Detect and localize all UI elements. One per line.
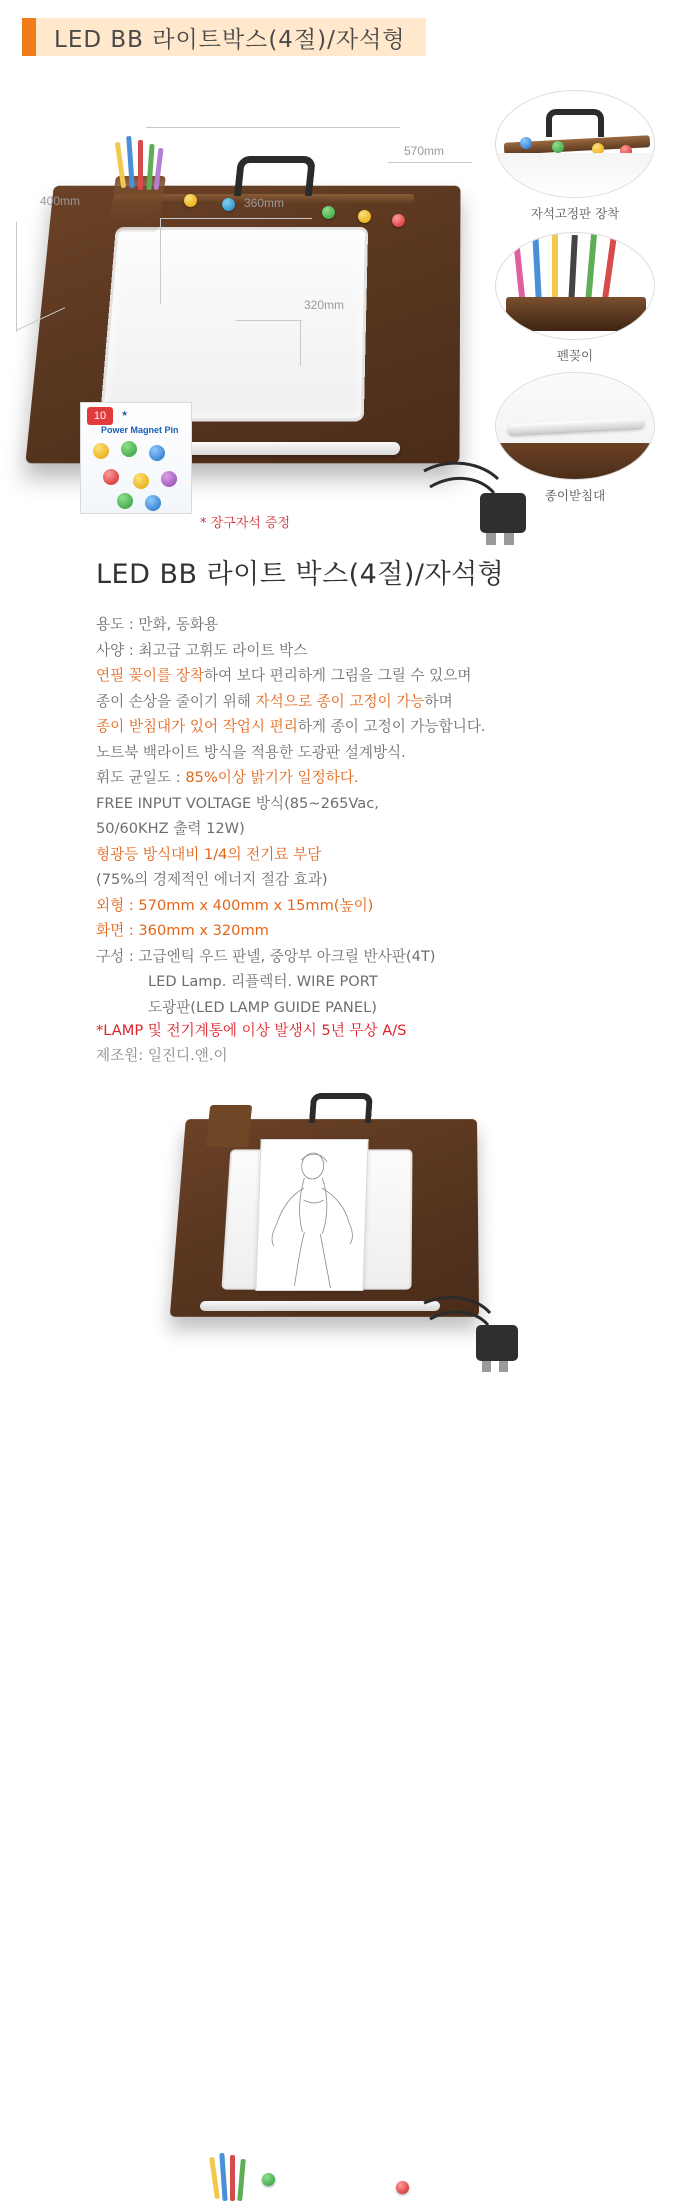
pen-icon <box>585 233 597 305</box>
spec-text: 종이 손상을 줄이기 위해 <box>96 692 256 710</box>
pen-icon <box>532 232 542 305</box>
drawing-paper <box>255 1139 368 1291</box>
spec-text: 노트북 백라이트 방식을 적용한 도광판 설계방식. <box>96 743 406 761</box>
package-brand-mark: ★ <box>121 409 129 418</box>
dimension-leader-line <box>16 222 17 332</box>
package-brand: Power Magnet Pin <box>101 425 179 435</box>
magnet-pin-icon <box>133 473 149 489</box>
spec-line <box>96 638 616 664</box>
spec-list <box>96 612 616 1020</box>
spec-text: 하며 <box>424 692 453 710</box>
pen-icon <box>237 2159 246 2201</box>
dimension-leader-line <box>146 127 400 128</box>
light-screen <box>100 227 368 421</box>
pen-icon <box>568 235 578 305</box>
magnet-pin-icon <box>322 206 335 219</box>
dimension-leader-line <box>236 320 302 321</box>
magnet-package-photo <box>80 402 192 514</box>
spec-text: FREE INPUT VOLTAGE 방식(85~265Vac, <box>96 794 379 812</box>
spec-line <box>96 918 616 944</box>
spec-line <box>96 663 616 689</box>
carry-handle <box>234 156 316 196</box>
adapter-drawing <box>420 1293 540 1393</box>
dimension-depth-label: 400mm <box>40 194 81 208</box>
pen-icon <box>552 232 558 305</box>
spec-line <box>96 689 616 715</box>
spec-line <box>96 714 616 740</box>
handle <box>546 109 604 137</box>
spec-line <box>96 612 616 638</box>
detail-caption: 종이받침대 <box>544 488 606 503</box>
magnet-pin-icon <box>121 441 137 457</box>
magnet-pin-icon <box>222 198 235 211</box>
page-title-bar <box>22 18 542 56</box>
spec-text: 형광등 방식대비 1/4의 전기료 부담 <box>96 845 322 863</box>
pen-holder-block <box>206 1105 252 1147</box>
title-accent-bar <box>22 18 36 56</box>
magnet-pin-icon <box>520 137 532 149</box>
pen-icon <box>209 2157 220 2199</box>
spec-text: 구성 : 고급엔틱 우드 판넬, 중앙부 아크릴 반사판(4T) <box>96 947 436 965</box>
carry-handle <box>309 1093 373 1123</box>
spec-line <box>96 842 616 868</box>
dimension-leader-line <box>160 218 312 219</box>
spec-text: 50/60KHZ 출력 12W) <box>96 820 245 837</box>
pen-icon <box>219 2153 227 2201</box>
dimension-screen-width-label: 360mm <box>244 196 285 210</box>
sketch-drawing <box>256 1140 368 1291</box>
spec-text: (75%의 경제적인 에너지 절감 효과) <box>96 871 328 888</box>
bottom-product-photo <box>0 1075 674 1395</box>
spec-line <box>96 944 616 970</box>
spec-text: 종이 받침대가 있어 작업시 편리 <box>96 718 298 735</box>
detail-photo <box>495 90 655 198</box>
warranty-note: *LAMP 및 전기계통에 이상 발생시 5년 무상 A/S <box>96 1022 407 1039</box>
detail-magnet-plate <box>495 90 655 222</box>
detail-photo <box>495 232 655 340</box>
magnet-pin-icon <box>396 2181 409 2194</box>
spec-line <box>96 765 616 791</box>
magnet-pin-icon <box>392 214 405 227</box>
spec-text: 화면 : 360mm x 320mm <box>96 922 269 939</box>
dimension-leader-line <box>388 162 472 163</box>
spec-line <box>96 867 616 893</box>
package-badge: 10 <box>87 407 113 425</box>
spec-text: 하게 종이 고정이 가능합니다. <box>297 718 486 735</box>
spec-line <box>96 816 616 842</box>
magnet-pin-icon <box>93 443 109 459</box>
spec-text: 휘도 균일도 : <box>96 769 186 786</box>
spec-text: 하여 보다 편리하게 그림을 그릴 수 있으며 <box>203 667 472 684</box>
adapter-drawing <box>420 457 550 567</box>
spec-text: LED Lamp. 리플렉터. WIRE PORT <box>148 973 378 990</box>
magnet-pin-icon <box>161 471 177 487</box>
service-block <box>96 1018 406 1068</box>
dimension-leader-line <box>160 218 161 304</box>
pen-icon <box>138 140 143 190</box>
maker-note: 제조원: 일진디.앤.이 <box>96 1047 228 1064</box>
gift-note: * 장구자석 증정 <box>200 516 291 531</box>
pen-icon <box>230 2155 235 2201</box>
pen-icon <box>512 233 525 303</box>
magnet-pin-icon <box>184 194 197 207</box>
spec-text: 용도 : 만화, 동화용 <box>96 616 219 633</box>
spec-line <box>96 995 616 1021</box>
dimension-width-label: 570mm <box>404 144 445 158</box>
magnet-pin-icon <box>117 493 133 509</box>
detail-caption: 자석고정판 장착 <box>530 206 620 221</box>
spec-text: 연필 꽂이를 장착 <box>96 667 204 684</box>
magnet-pin-icon <box>358 210 371 223</box>
hero-product-photo <box>0 72 674 542</box>
dimension-screen-height-label: 320mm <box>304 298 345 312</box>
spec-text: 85%이상 밝기가 일정하다. <box>185 769 359 786</box>
pen-icon <box>602 239 617 303</box>
dimension-leader-line <box>300 320 301 366</box>
spec-text: 도광판(LED LAMP GUIDE PANEL) <box>148 998 377 1016</box>
screen-area <box>496 153 655 198</box>
magnet-pin-icon <box>145 495 161 511</box>
spec-text: 사양 : 최고급 고휘도 라이트 박스 <box>96 641 308 659</box>
magnet-pin-icon <box>552 141 564 153</box>
spec-line <box>96 740 616 766</box>
paper-rest-strip <box>200 1301 440 1311</box>
magnet-pin-icon <box>103 469 119 485</box>
detail-caption: 펜꽂이 <box>556 348 594 363</box>
spec-text: 외형 : 570mm x 400mm x 15mm(높이) <box>96 896 374 914</box>
spec-line <box>96 969 616 995</box>
magnet-pin-icon <box>262 2173 275 2186</box>
holder-block <box>506 297 646 331</box>
magnet-pin-icon <box>149 445 165 461</box>
detail-pen-holder <box>495 232 655 364</box>
power-adapter-photo <box>420 1293 540 1398</box>
spec-line <box>96 791 616 817</box>
spec-line <box>96 893 616 919</box>
page-title: LED BB 라이트박스(4절)/자석형 <box>54 26 406 53</box>
spec-text: 자석으로 종이 고정이 가능 <box>255 692 425 710</box>
title-box <box>36 18 426 56</box>
product-headline: LED BB 라이트 박스(4절)/자석형 <box>96 559 505 590</box>
